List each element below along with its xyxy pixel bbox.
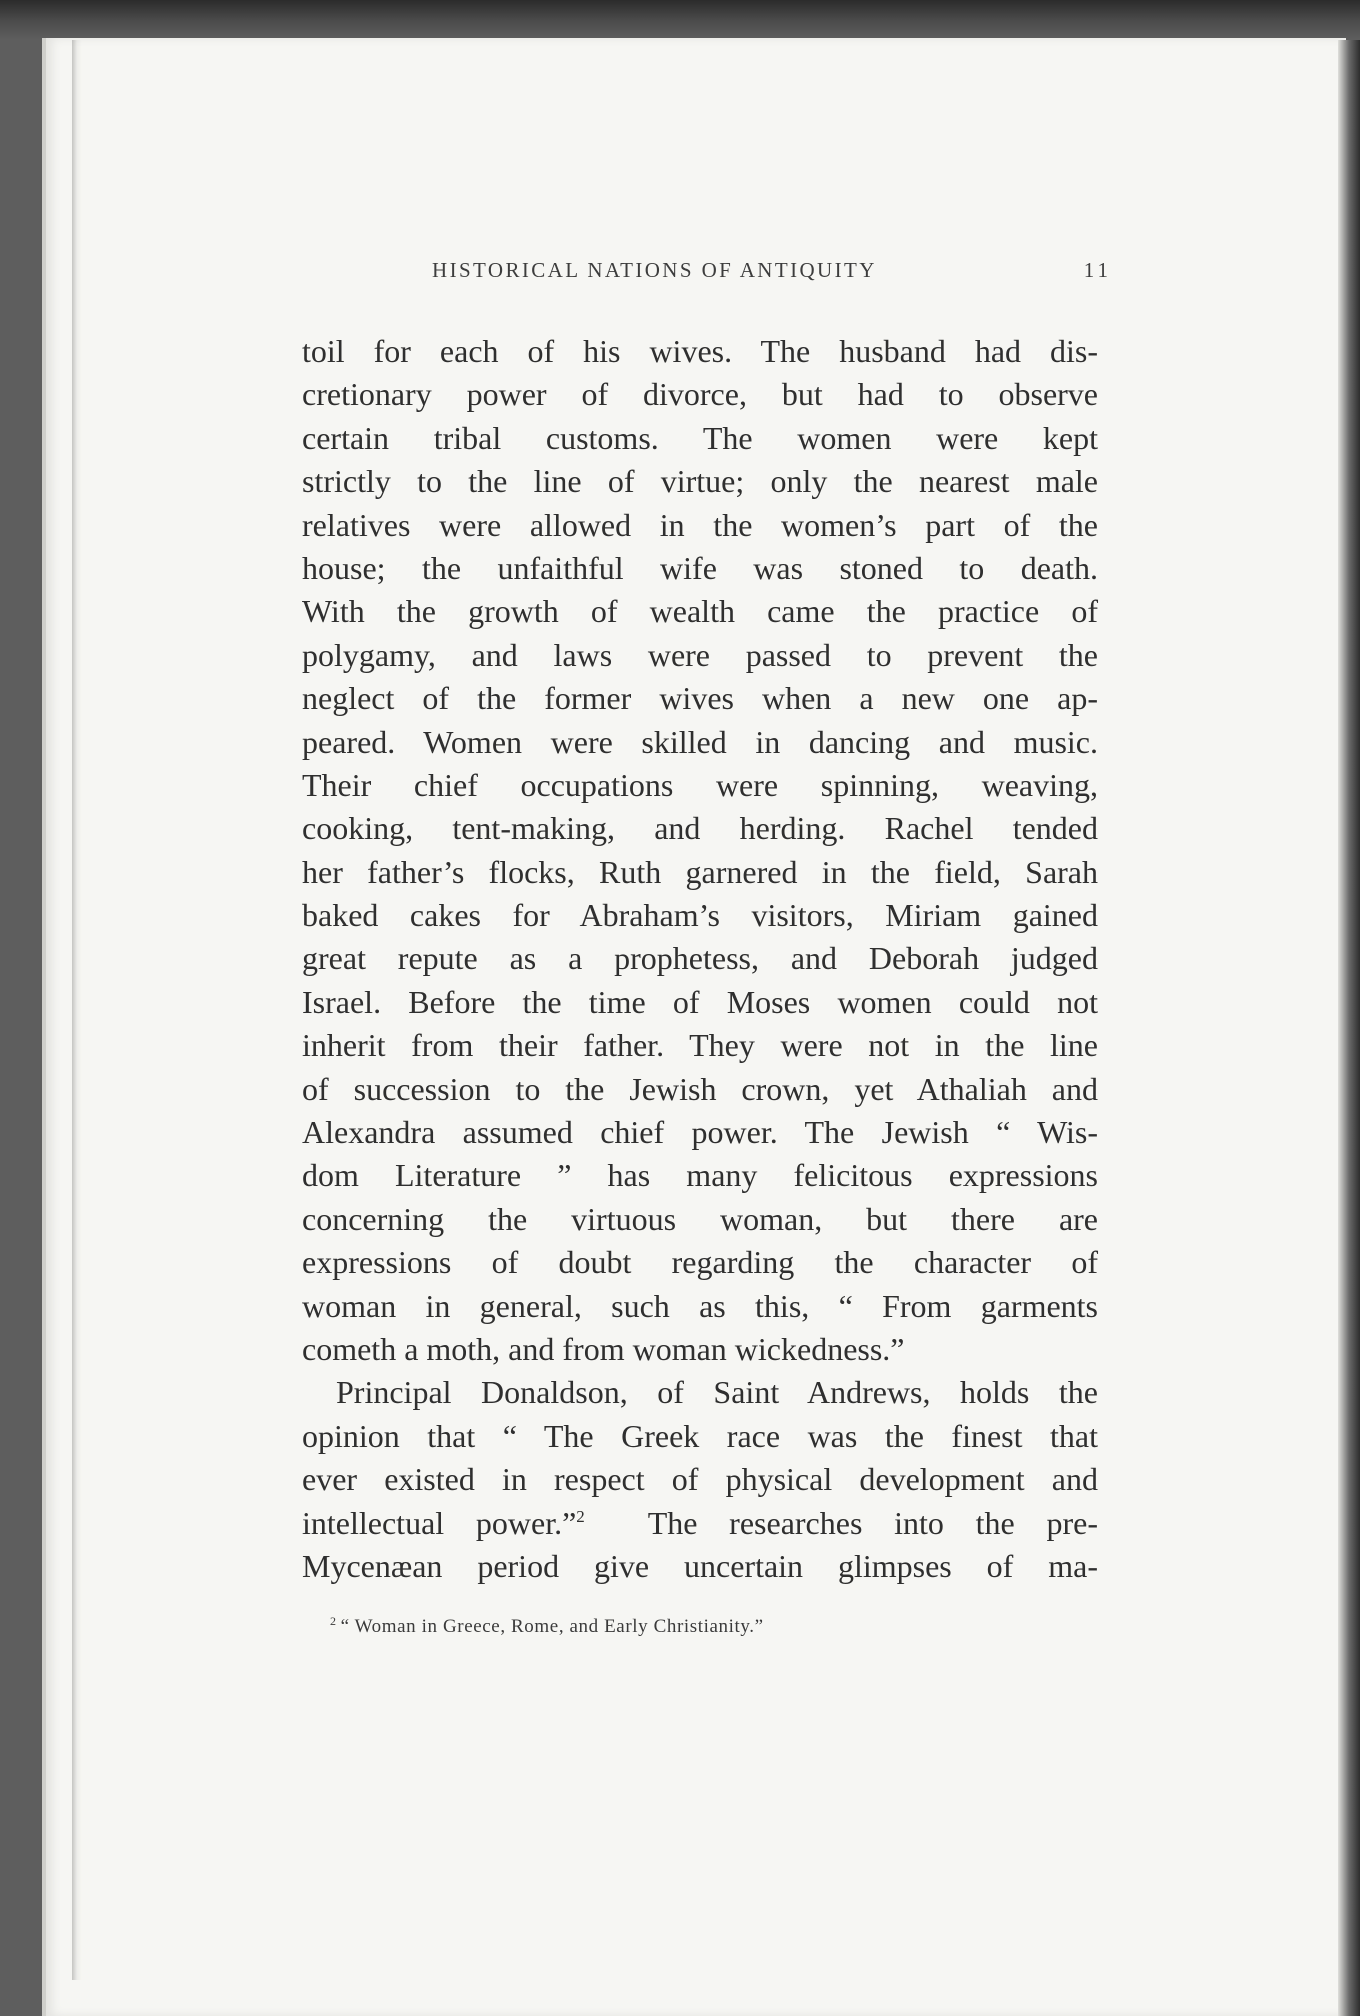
running-head — [432, 258, 1112, 292]
text-line: cometh a moth, and from woman wickedness.” — [302, 1330, 905, 1367]
text-line: ever existed in respect of physical development and — [302, 1461, 1098, 1498]
text-segment: intellectual power.” — [302, 1504, 577, 1541]
text-line: dom Literature ” has many felicitous expressions — [302, 1157, 1098, 1194]
text-line: polygamy, and laws were passed to prevent the — [302, 636, 1098, 673]
text-line: Israel. Before the time of Moses women could not — [302, 983, 1098, 1020]
text-line: certain tribal customs. The women were kept — [302, 419, 1098, 456]
text-line: Alexandra assumed chief power. The Jewish “ Wis- — [302, 1114, 1098, 1151]
page-edge-right — [1338, 40, 1360, 2016]
text-line: cretionary power of divorce, but had to observe — [302, 376, 1098, 413]
page-gutter-shadow — [72, 40, 82, 1980]
text-line: Mycenæan period give uncertain glimpses of ma- — [302, 1547, 1098, 1584]
text-line: Principal Donaldson, of Saint Andrews, holds the — [336, 1374, 1098, 1411]
text-line: great repute as a prophetess, and Deborah judged — [302, 940, 1098, 977]
footnote-text: “ Woman in Greece, Rome, and Early Christianity.” — [340, 1616, 764, 1637]
text-line: expressions of doubt regarding the character of — [302, 1244, 1098, 1281]
running-title: HISTORICAL NATIONS OF ANTIQUITY — [432, 258, 877, 282]
text-line: inherit from their father. They were not in the line — [302, 1027, 1098, 1064]
text-line: baked cakes for Abraham’s visitors, Miriam gained — [302, 897, 1098, 934]
text-segment: The researches into the pre- — [647, 1504, 1098, 1541]
text-line: Their chief occupations were spinning, weaving, — [302, 766, 1098, 803]
text-line: With the growth of wealth came the practice of — [302, 593, 1098, 630]
text-line: peared. Women were skilled in dancing and music. — [302, 723, 1098, 760]
text-line-with-footnote — [302, 1502, 1098, 1545]
text-line: toil for each of his wives. The husband had dis- — [302, 333, 1098, 369]
text-line: concerning the virtuous woman, but there are — [302, 1200, 1098, 1237]
footnote-reference: 2 — [576, 1506, 585, 1526]
text-line: strictly to the line of virtue; only the nearest male — [302, 463, 1098, 500]
text-line: of succession to the Jewish crown, yet Athaliah and — [302, 1070, 1098, 1107]
footnote — [330, 1614, 1030, 1638]
page-number: 11 — [1083, 258, 1112, 282]
text-line: relatives were allowed in the women’s part of the — [302, 506, 1098, 543]
text-line: cooking, tent-making, and herding. Rachel tended — [302, 810, 1098, 847]
footnote-mark: 2 — [330, 1614, 337, 1628]
text-line: woman in general, such as this, “ From garments — [302, 1287, 1098, 1324]
text-line: house; the unfaithful wife was stoned to death. — [302, 549, 1098, 586]
text-line: neglect of the former wives when a new one ap- — [302, 680, 1098, 717]
body-text — [302, 330, 1098, 1588]
text-line: opinion that “ The Greek race was the finest that — [302, 1417, 1098, 1454]
text-line: her father’s flocks, Ruth garnered in the field, Sarah — [302, 853, 1098, 890]
